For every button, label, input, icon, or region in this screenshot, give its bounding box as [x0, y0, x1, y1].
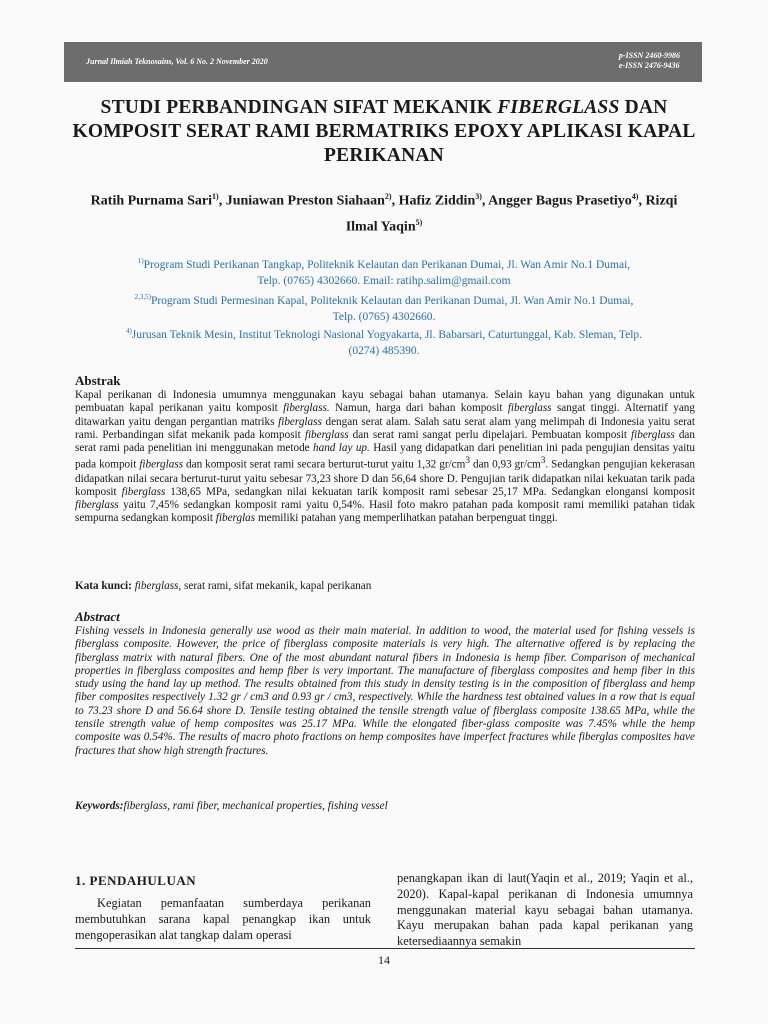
journal-citation: Jurnal Ilmiah Teknosains, Vol. 6 No. 2 November 2020	[86, 57, 268, 66]
affil-line: Jurusan Teknik Mesin, Institut Teknologi Nasional Yogyakarta, Jl. Babarsari, Caturtunggal, Kab. Sleman, Telp.	[131, 328, 643, 341]
affil-mark: 2,3,5)	[134, 293, 151, 301]
author-affil-mark: 4)	[631, 192, 639, 201]
print-issn: p-ISSN 2460-9986	[618, 51, 680, 60]
affil-line: Program Studi Permesinan Kapal, Politeknik Kelautan dan Perikanan Dumai, Jl. Wan Amir No.1 Dumai,	[150, 294, 634, 307]
affiliation-2	[80, 289, 688, 325]
author-name: Rizqi Ilmal Yaqin	[345, 193, 678, 235]
intro-right-column	[397, 871, 693, 950]
intro-paragraph: Kegiatan pemanfaatan sumberdaya perikanan membutuhkan sarana kapal penangkap ikan untuk mengoperasikan alat tangkap dalam operasi	[75, 896, 371, 942]
intro-heading: 1. PENDAHULUAN	[75, 873, 197, 888]
abstrak-body: Kapal perikanan di Indonesia umumnya menggunakan kayu sebagai bahan utamanya. Selain kayu bahan yang digunakan untuk pembuatan kapal perikanan yaitu komposit fiberglass. Namun, harga dari bahan komposit fiberglass sangat tinggi. Alternatif yang ditawarkan yaitu dengan pergantian matriks fiberglass dengan serat alam. Salah satu serat alam yang melimpah di Indonesia yaitu serat rami. Perbandingan sifat mekanik pada komposit fiberglass dan serat rami sangat perlu dipelajari. Pembuatan komposit fiberglass dan serat rami pada penelitian ini menggunakan metode hand lay up. Hasil yang didapatkan dari penelitian ini pada pengujian densitas yaitu pada kompoit fiberglass dan komposit serat rami secara berturut-turut yaitu 1,32 $gr/cm^3$ dan 0,93 $gr/cm^3$. Sedangkan pengujian kekerasan didapatkan nilai secara berturut-turut yaitu sebesar 73,23 shore D dan 56,64 shore D. Pengujian tarik didapatkan nilai kekuatan tarik pada komposit fiberglass 138,65 MPa, sedangkan nilai kekuatan tarik komposit rami sebesar 25,17 MPa. Sedangkan elongansi komposit fiberglass yaitu 7,45% sedangkan komposit rami yaitu 0,54%. Hasil foto makro patahan pada komposit rami memiliki patahan tidak sempurna sedangkan komposit fiberglas memiliki patahan yang memperlihatkan patahan berpenguat tinggi.	[75, 389, 696, 525]
keywords	[75, 800, 695, 812]
keywords-terms: fiberglass, rami fiber, mechanical properties, fishing vessel	[123, 800, 388, 812]
affil-contact: Telp. (0765) 4302660.	[332, 310, 436, 323]
kata-kunci-italic: fiberglass	[134, 580, 179, 592]
author-name: Juniawan Preston Siahaan	[225, 193, 385, 209]
author-affil-mark: 1)	[212, 192, 219, 201]
intro-paragraph-continued: penangkapan ikan di laut(Yaqin et al., 2019; Yaqin et al., 2020). Kapal-kapal perikanan di Indonesia umumnya menggunakan material kayu sebagai bahan utamanya. Kayu merupakan bahan pada kapal perikanan yang ketersediaannya semakin	[397, 871, 693, 949]
kata-kunci-terms: , serat rami, sifat mekanik, kapal perikanan	[178, 580, 372, 592]
intro-left-column	[75, 873, 371, 943]
title-part-2: DAN KOMPOSIT SERAT RAMI BERMATRIKS EPOXY APLIKASI KAPAL PERIKANAN	[72, 97, 696, 166]
online-issn: e-ISSN 2476-9436	[618, 61, 680, 70]
author-separator: ,	[638, 193, 646, 209]
author-separator: ,	[218, 193, 226, 209]
author-name: Angger Bagus Prasetiyo	[488, 193, 632, 209]
author-affil-mark: 5)	[415, 217, 423, 227]
issn-block	[619, 51, 680, 71]
title-part-1: STUDI PERBANDINGAN SIFAT MEKANIK	[100, 97, 498, 118]
kata-kunci	[75, 580, 695, 592]
paper-title	[60, 96, 708, 168]
page-number: 14	[378, 953, 390, 967]
affil-line: Program Studi Perikanan Tangkap, Politeknik Kelautan dan Perikanan Dumai, Jl. Wan Amir No.1 Dumai,	[143, 258, 631, 271]
author-list	[80, 186, 688, 237]
affiliation-1	[80, 253, 688, 289]
affil-mark: 1)	[137, 257, 144, 265]
footer-rule	[75, 948, 695, 949]
journal-header-band	[64, 42, 702, 82]
abstract-body: Fishing vessels in Indonesia generally use wood as their main material. In addition to wood, the material used for fishing vessels is fiberglass composite. However, the price of fiberglass composite materials is very high. The alternative offered is by replacing the fiberglass matrix with natural fibers. One of the most abundant natural fibers in Indonesia is hemp fiber. Comparison of mechanical properties in fiberglass composites and hemp fiber is very important. The manufacture of fiberglass composites and hemp fiber in this study using the hand lay up method. The results obtained from this study in density testing is in the composition of fiberglass and hemp fiber composites respectively 1.32 gr / cm3 and 0.93 gr / cm3, respectively. While the hardness test obtained values in a row that is equal to 73.23 shore D and 56.64 shore D. Tensile testing obtained the tensile strength value of fiberglass composite 138.65 MPa, while the tensile strength value of hemp composites was 25.17 MPa. While the elongated fiber-glass composite was 7.45% while the hemp composite was 0.54%. The results of macro photo fractions on hemp composites have imperfect fractures while fiberglas composites have fractures that show high strength fractures.	[75, 625, 695, 757]
abstract-heading: Abstract	[75, 609, 120, 624]
author-affil-mark: 2)	[384, 192, 392, 201]
author-affil-mark: 3)	[475, 192, 482, 201]
author-separator: ,	[481, 193, 489, 209]
keywords-label: Keywords:	[75, 800, 124, 812]
affil-mark: 4)	[125, 327, 132, 335]
title-italic-term: FIBERGLASS	[497, 97, 620, 118]
affiliation-3	[80, 323, 688, 359]
abstrak-heading: Abstrak	[75, 373, 121, 388]
author-name: Ratih Purnama Sari	[90, 193, 213, 209]
author-name: Hafiz Ziddin	[398, 193, 476, 209]
affil-contact: Telp. (0765) 4302660. Email: ratihp.salim@gmail.com	[257, 274, 511, 287]
author-separator: ,	[391, 193, 399, 209]
affil-contact: (0274) 485390.	[348, 344, 420, 357]
kata-kunci-label: Kata kunci:	[75, 580, 135, 592]
